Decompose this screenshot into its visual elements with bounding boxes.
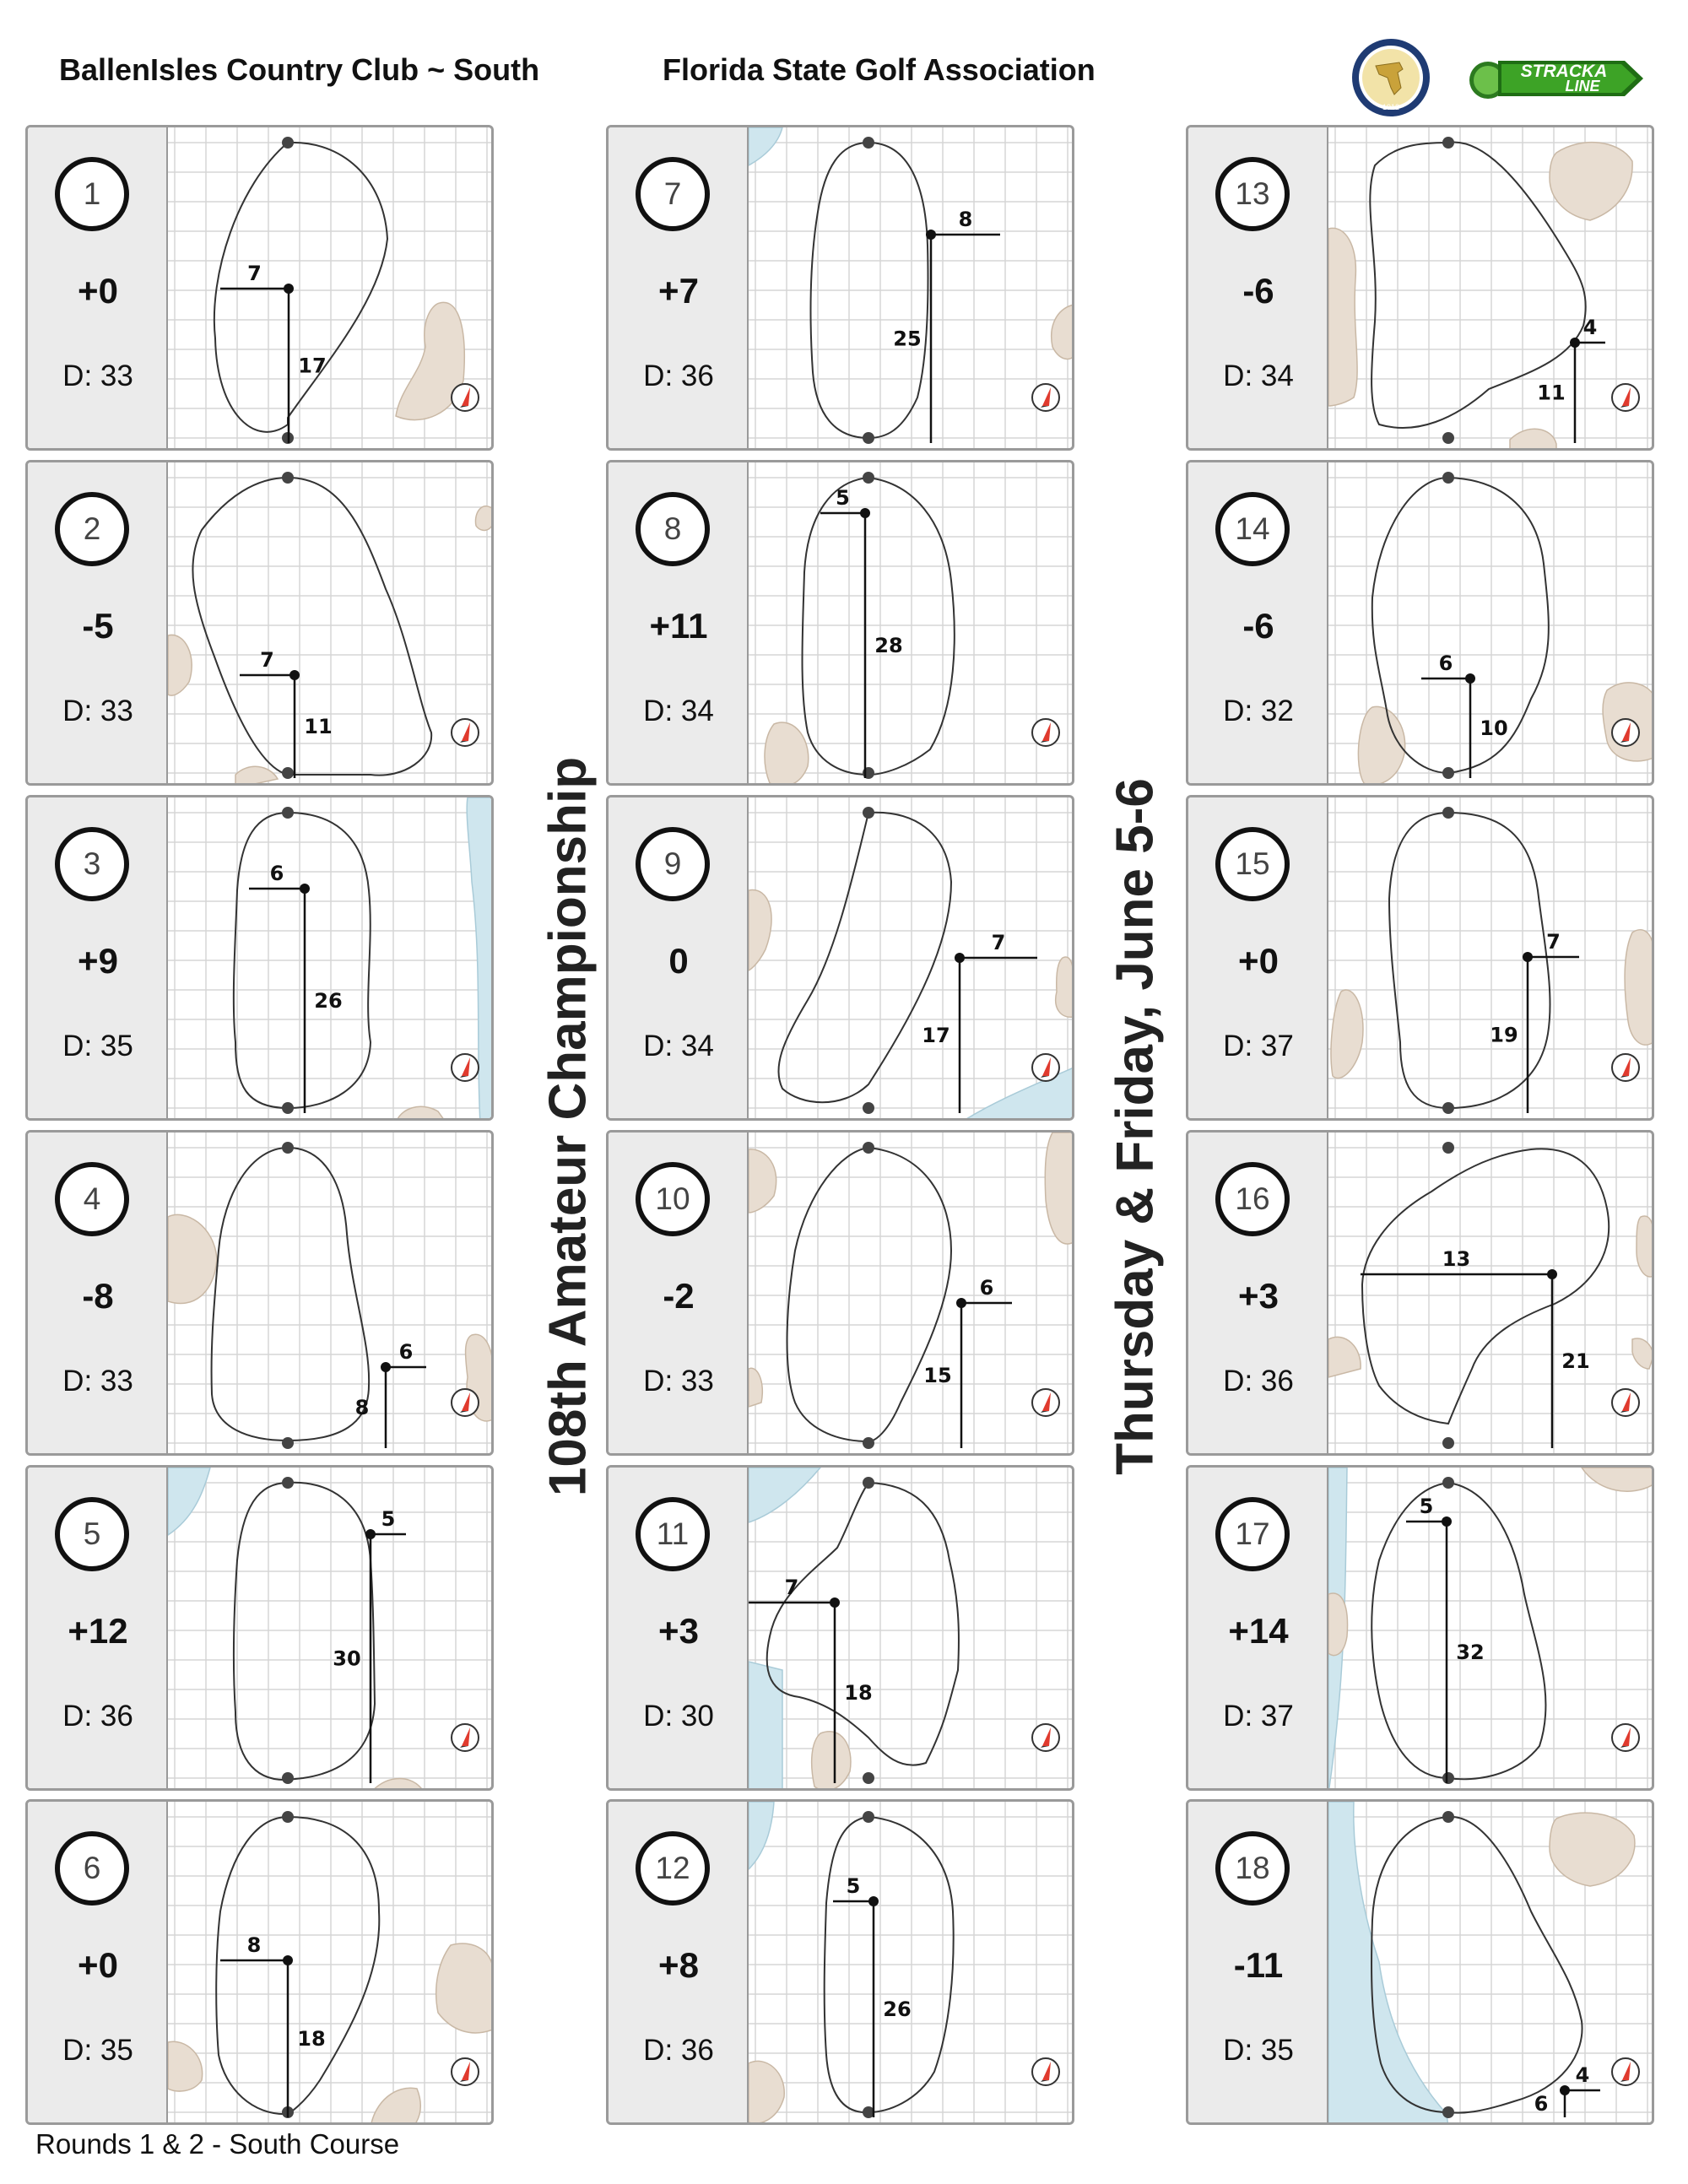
bunker: [749, 1149, 776, 1213]
bunker: [1637, 1216, 1653, 1277]
hole-number-badge: [636, 1831, 710, 1906]
hole-info-panel: [28, 1468, 168, 1788]
green-diagram: [168, 127, 494, 451]
green-outline: [1362, 1149, 1609, 1424]
hole-card: [1186, 1130, 1654, 1456]
depth-distance-label: 8: [354, 1396, 370, 1419]
green-front-marker: [1442, 1811, 1454, 1823]
water-hazard: [749, 1802, 774, 1869]
pin-location-icon: [868, 1896, 879, 1906]
green-depth: D: 36: [643, 359, 714, 392]
depth-distance-label: 18: [297, 2027, 326, 2051]
depth-distance-label: 21: [1561, 1349, 1590, 1373]
side-distance-label: 5: [1419, 1495, 1434, 1518]
bunker: [1328, 1337, 1361, 1377]
green-depth: D: 32: [1223, 695, 1294, 727]
compass-icon: [1032, 384, 1059, 411]
hole-info-panel: [1188, 127, 1328, 448]
green-outline: [214, 143, 387, 432]
hole-info-panel: [609, 127, 749, 448]
green-front-marker: [282, 1811, 294, 1823]
hole-number-badge: [1215, 1497, 1290, 1571]
bunker: [1056, 957, 1074, 1017]
event-dates: Thursday & Friday, June 5-6: [1106, 778, 1165, 1475]
green-diagram: [168, 1133, 494, 1456]
side-distance-label: 6: [269, 862, 284, 885]
green-front-marker: [1442, 472, 1454, 484]
bunker: [396, 1106, 446, 1121]
pin-offset: +0: [1238, 941, 1279, 981]
green-diagram: [1328, 797, 1654, 1121]
depth-distance-label: 26: [314, 989, 343, 1013]
green-outline: [216, 1817, 379, 2114]
pin-location-icon: [830, 1597, 840, 1608]
hole-number: 9: [663, 846, 682, 881]
side-distance-label: 7: [991, 931, 1006, 954]
hole-number: 15: [1235, 846, 1270, 881]
pin-location-icon: [860, 508, 870, 518]
green-back-marker: [863, 1102, 874, 1114]
green-back-marker: [1442, 1102, 1454, 1114]
pin-location-icon: [1523, 952, 1533, 962]
pin-offset: +3: [658, 1611, 699, 1651]
hole-number-badge: [55, 1497, 129, 1571]
green-outline: [787, 1148, 951, 1441]
green-front-marker: [282, 1477, 294, 1489]
pin-location-icon: [1465, 673, 1475, 684]
green-depth: D: 37: [1223, 1700, 1294, 1733]
pin-location-icon: [289, 670, 300, 680]
hole-number: 13: [1235, 176, 1270, 211]
side-distance-label: 7: [260, 648, 274, 672]
hole-number-badge: [1215, 1831, 1290, 1906]
green-depth: D: 35: [62, 1030, 133, 1062]
association-name: Florida State Golf Association: [663, 52, 1096, 87]
green-front-marker: [1442, 1477, 1454, 1489]
side-distance-label: 7: [1546, 930, 1561, 954]
compass-icon: [1612, 2058, 1639, 2085]
compass-icon: [1612, 719, 1639, 746]
green-depth: D: 35: [1223, 2034, 1294, 2067]
depth-distance-label: 32: [1456, 1641, 1485, 1664]
water-hazard: [749, 1662, 782, 1791]
green-front-marker: [863, 807, 874, 819]
green-diagram: [749, 797, 1074, 1121]
green-front-marker: [863, 1811, 874, 1823]
hole-info-panel: [28, 1802, 168, 2122]
pin-offset: +14: [1228, 1611, 1289, 1651]
side-distance-label: 8: [958, 208, 973, 231]
hole-info-panel: [1188, 1802, 1328, 2122]
green-depth: D: 36: [62, 1700, 133, 1733]
hole-card: [606, 1130, 1074, 1456]
green-depth: D: 34: [1223, 359, 1294, 392]
pin-offset: -6: [1242, 271, 1274, 311]
depth-distance-label: 11: [1537, 381, 1566, 405]
hole-number: 5: [83, 1516, 101, 1551]
green-diagram: [1328, 1133, 1654, 1456]
pin-location-icon: [1547, 1269, 1557, 1279]
hole-number-badge: [1215, 827, 1290, 901]
green-diagram: [749, 1468, 1074, 1791]
bunker: [1328, 1593, 1348, 1656]
water-hazard: [749, 127, 782, 165]
hole-number: 14: [1235, 511, 1270, 546]
svg-text:LINE: LINE: [1565, 78, 1600, 95]
hole-card: [25, 1130, 494, 1456]
side-distance-label: 6: [979, 1276, 994, 1300]
hole-number: 7: [663, 176, 682, 211]
water-hazard: [168, 1468, 210, 1535]
water-hazard: [1328, 1802, 1448, 2125]
hole-card: [1186, 1465, 1654, 1791]
hole-number: 2: [83, 511, 101, 546]
pin-offset: +12: [68, 1611, 128, 1651]
hole-number-badge: [55, 157, 129, 231]
water-hazard: [749, 1468, 820, 1522]
green-outline: [778, 813, 951, 1102]
depth-distance-label: 30: [333, 1646, 361, 1671]
hole-card: [1186, 460, 1654, 786]
green-back-marker: [863, 1437, 874, 1449]
green-front-marker: [282, 137, 294, 149]
hole-info-panel: [609, 1133, 749, 1453]
hole-info-panel: [28, 462, 168, 783]
green-back-marker: [282, 767, 294, 779]
hole-card: [1186, 1799, 1654, 2125]
green-back-marker: [863, 432, 874, 444]
compass-icon: [1032, 2058, 1059, 2085]
hole-number: 1: [83, 176, 101, 211]
svg-text:STRACKA: STRACKA: [1520, 62, 1608, 81]
bunker: [168, 635, 192, 695]
hole-number: 4: [83, 1181, 101, 1216]
depth-distance-label: 25: [893, 327, 922, 351]
compass-icon: [1612, 1724, 1639, 1751]
side-distance-label: 6: [1438, 651, 1453, 675]
green-front-marker: [863, 137, 874, 149]
bunker: [749, 890, 771, 970]
green-diagram: [168, 1802, 494, 2125]
compass-icon: [452, 1054, 479, 1081]
bunker: [765, 722, 809, 786]
depth-distance-label: 17: [298, 354, 327, 378]
compass-icon: [452, 2058, 479, 2085]
green-diagram: [749, 127, 1074, 451]
green-diagram: [749, 1133, 1074, 1456]
hole-info-panel: [1188, 1468, 1328, 1788]
green-front-marker: [282, 472, 294, 484]
hole-number: 16: [1235, 1181, 1270, 1216]
pin-offset: +9: [78, 941, 118, 981]
svg-text:1912: 1912: [1382, 103, 1400, 111]
bunker: [1045, 1133, 1074, 1244]
hole-info-panel: [28, 1133, 168, 1453]
bunker: [812, 1732, 851, 1791]
green-depth: D: 36: [1223, 1365, 1294, 1397]
hole-info-panel: [609, 462, 749, 783]
bunker: [1510, 429, 1556, 451]
side-distance-label: 7: [247, 262, 262, 285]
hole-info-panel: [1188, 1133, 1328, 1453]
hole-info-panel: [609, 1468, 749, 1788]
pin-location-icon: [1560, 2085, 1570, 2095]
hole-card: [606, 125, 1074, 451]
pin-location-icon: [365, 1529, 376, 1539]
event-title: 108th Amateur Championship: [538, 756, 598, 1497]
hole-card: [25, 1799, 494, 2125]
pin-location-icon: [1442, 1516, 1452, 1527]
compass-icon: [1612, 1389, 1639, 1416]
footer-note: Rounds 1 & 2 - South Course: [35, 2128, 400, 2160]
hole-card: [606, 1465, 1074, 1791]
green-front-marker: [863, 1142, 874, 1154]
pin-location-icon: [926, 230, 936, 240]
hole-info-panel: [609, 1802, 749, 2122]
hole-number: 18: [1235, 1851, 1270, 1885]
green-front-marker: [1442, 137, 1454, 149]
pin-offset: +3: [1238, 1276, 1279, 1316]
green-diagram: [1328, 1802, 1654, 2125]
pin-location-icon: [955, 953, 965, 963]
green-depth: D: 33: [643, 1365, 714, 1397]
green-front-marker: [282, 807, 294, 819]
green-front-marker: [1442, 807, 1454, 819]
compass-icon: [1612, 384, 1639, 411]
bunker: [1052, 305, 1074, 359]
compass-icon: [1612, 1054, 1639, 1081]
green-outline: [234, 1483, 375, 1780]
hole-number-badge: [636, 1162, 710, 1236]
hole-card: [606, 460, 1074, 786]
hole-info-panel: [28, 797, 168, 1118]
bunker: [168, 1214, 217, 1303]
pin-location-icon: [956, 1298, 966, 1308]
bunker: [749, 2061, 784, 2123]
hole-number-badge: [636, 827, 710, 901]
hole-number-badge: [55, 827, 129, 901]
green-depth: D: 33: [62, 359, 133, 392]
depth-distance-label: 26: [883, 1997, 912, 2021]
hole-info-panel: [1188, 797, 1328, 1118]
compass-icon: [1032, 1724, 1059, 1751]
green-diagram: [1328, 127, 1654, 451]
green-depth: D: 34: [643, 695, 714, 727]
bunker: [235, 766, 278, 786]
depth-distance-label: 11: [304, 715, 333, 738]
green-front-marker: [863, 1477, 874, 1489]
depth-distance-label: 28: [874, 634, 903, 657]
green-back-marker: [1442, 1437, 1454, 1449]
side-distance-label: 8: [246, 1933, 262, 1957]
pin-location-icon: [283, 1955, 293, 1965]
green-depth: D: 33: [62, 695, 133, 727]
pin-location-icon: [284, 284, 294, 294]
green-diagram: [1328, 1468, 1654, 1791]
side-distance-label: 13: [1442, 1247, 1471, 1271]
depth-distance-label: 18: [844, 1681, 873, 1705]
bunker: [1625, 930, 1653, 1045]
green-depth: D: 33: [62, 1365, 133, 1397]
hole-card: [25, 460, 494, 786]
pin-offset: +0: [78, 271, 118, 311]
pin-location-icon: [381, 1362, 391, 1372]
depth-distance-label: 19: [1490, 1023, 1518, 1047]
side-distance-label: 5: [846, 1874, 861, 1898]
compass-icon: [452, 1724, 479, 1751]
hole-card: [606, 795, 1074, 1121]
green-back-marker: [282, 1437, 294, 1449]
pin-location-icon: [1570, 338, 1580, 348]
hole-number: 6: [83, 1851, 101, 1885]
hole-number-badge: [1215, 492, 1290, 566]
compass-icon: [452, 1389, 479, 1416]
side-distance-label: 6: [398, 1340, 414, 1364]
compass-icon: [1032, 1054, 1059, 1081]
side-distance-label: 5: [381, 1507, 396, 1531]
depth-distance-label: 10: [1480, 716, 1508, 740]
green-diagram: [168, 1468, 494, 1791]
pin-offset: +11: [649, 606, 708, 646]
hole-info-panel: [28, 127, 168, 448]
hole-number-badge: [636, 492, 710, 566]
bunker: [1582, 1468, 1653, 1491]
hole-number-badge: [636, 157, 710, 231]
pin-offset: -11: [1233, 1945, 1284, 1985]
green-front-marker: [1442, 1142, 1454, 1154]
pin-offset: -2: [663, 1276, 695, 1316]
hole-number-badge: [55, 1831, 129, 1906]
hole-card: [1186, 795, 1654, 1121]
side-distance-label: 7: [784, 1576, 799, 1599]
hole-number: 12: [655, 1851, 690, 1885]
bunker: [749, 1368, 762, 1407]
green-depth: D: 34: [643, 1030, 714, 1062]
bunker: [1550, 143, 1632, 220]
green-back-marker: [1442, 1772, 1454, 1784]
green-outline: [212, 1148, 370, 1441]
compass-icon: [452, 384, 479, 411]
stracka-line-logo: [1464, 52, 1646, 105]
hole-card: [25, 1465, 494, 1791]
green-front-marker: [282, 1142, 294, 1154]
pin-offset: +7: [658, 271, 699, 311]
compass-icon: [1032, 1389, 1059, 1416]
green-outline: [767, 1483, 959, 1765]
hole-card: [1186, 125, 1654, 451]
side-distance-label: 4: [1582, 316, 1598, 339]
hole-number: 3: [83, 846, 101, 881]
green-diagram: [168, 462, 494, 786]
bunker: [371, 1779, 425, 1791]
hole-card: [25, 795, 494, 1121]
green-back-marker: [1442, 2106, 1454, 2118]
hole-card: [25, 125, 494, 451]
hole-info-panel: [609, 797, 749, 1118]
green-depth: D: 35: [62, 2034, 133, 2067]
bunker: [371, 2088, 420, 2125]
club-name: BallenIsles Country Club ~ South: [59, 52, 540, 87]
depth-distance-label: 6: [1534, 2092, 1549, 2116]
hole-number: 10: [655, 1181, 690, 1216]
pin-offset: -6: [1242, 606, 1274, 646]
bunker: [1632, 1338, 1653, 1369]
hole-number: 8: [663, 511, 682, 546]
green-diagram: [1328, 462, 1654, 786]
green-front-marker: [863, 472, 874, 484]
hole-number-badge: [1215, 1162, 1290, 1236]
side-distance-label: 5: [836, 486, 850, 510]
hole-number: 17: [1235, 1516, 1270, 1551]
green-depth: D: 36: [643, 2034, 714, 2067]
hole-number-badge: [55, 1162, 129, 1236]
hole-number-badge: [55, 492, 129, 566]
green-back-marker: [282, 1102, 294, 1114]
green-back-marker: [863, 1772, 874, 1784]
depth-distance-label: 15: [923, 1364, 952, 1387]
hole-number-badge: [636, 1497, 710, 1571]
bunker: [1328, 228, 1357, 406]
bunker: [168, 2041, 203, 2091]
compass-icon: [1032, 719, 1059, 746]
green-diagram: [168, 797, 494, 1121]
side-distance-label: 4: [1575, 2063, 1590, 2087]
green-diagram: [749, 462, 1074, 786]
green-diagram: [749, 1802, 1074, 2125]
hole-number-badge: [1215, 157, 1290, 231]
pin-offset: +0: [78, 1945, 118, 1985]
green-depth: D: 30: [643, 1700, 714, 1733]
pin-location-icon: [300, 884, 310, 894]
hole-card: [606, 1799, 1074, 2125]
bunker: [475, 506, 493, 531]
green-outline: [803, 478, 955, 775]
pin-offset: -5: [82, 606, 114, 646]
depth-distance-label: 17: [922, 1024, 950, 1047]
pin-offset: 0: [668, 941, 689, 981]
bunker: [1550, 1813, 1635, 1886]
bunker: [436, 1943, 493, 2033]
pin-offset: +8: [658, 1945, 699, 1985]
green-back-marker: [282, 1772, 294, 1784]
hole-number: 11: [656, 1516, 690, 1551]
pin-offset: -8: [82, 1276, 114, 1316]
fsga-seal-logo: [1350, 37, 1431, 118]
compass-icon: [452, 719, 479, 746]
green-back-marker: [1442, 432, 1454, 444]
green-depth: D: 37: [1223, 1030, 1294, 1062]
hole-info-panel: [1188, 462, 1328, 783]
green-back-marker: [1442, 767, 1454, 779]
